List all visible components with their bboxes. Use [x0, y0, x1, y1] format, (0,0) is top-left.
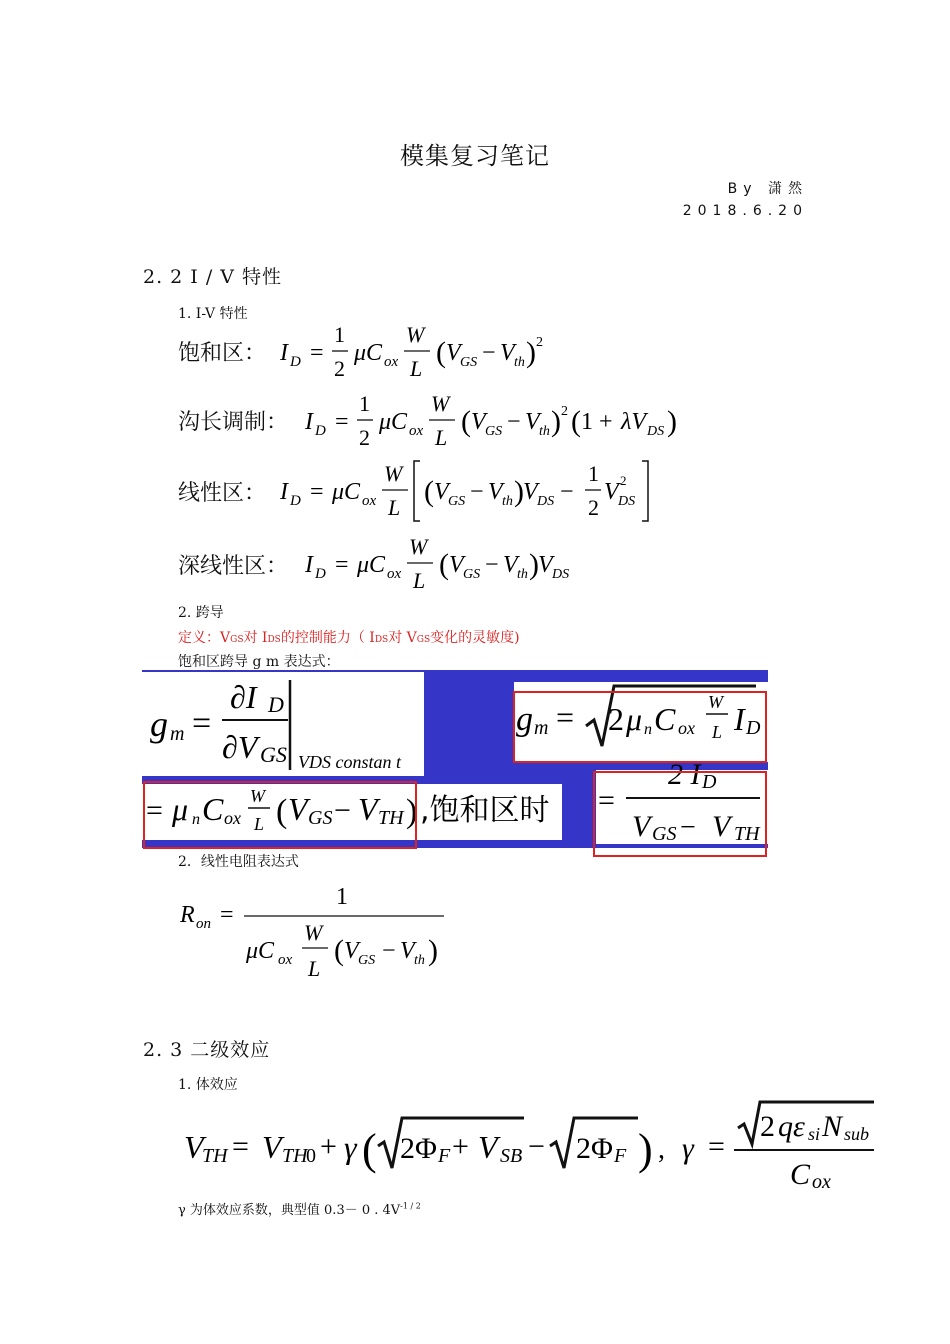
svg-text:): ) — [514, 475, 524, 508]
svg-text:ox: ox — [278, 952, 293, 968]
svg-text:2Φ: 2Φ — [576, 1132, 613, 1165]
deep-linear-label: 深线性区： — [178, 554, 289, 579]
svg-text:μC: μC — [246, 938, 275, 964]
svg-text:γ: γ — [682, 1132, 694, 1165]
svg-text:V: V — [712, 810, 731, 843]
svg-text:2: 2 — [608, 701, 624, 737]
deep-linear-formula — [303, 530, 593, 600]
svg-text:(: ( — [436, 336, 446, 369]
svg-text:=: = — [232, 1130, 249, 1163]
svg-text:L: L — [413, 568, 426, 593]
svg-text:W: W — [431, 391, 450, 416]
svg-text:D: D — [315, 566, 326, 582]
svg-text:∂I: ∂I — [230, 679, 257, 715]
subheading-transconductance: 2. 跨导 — [178, 605, 224, 621]
svg-text:GS: GS — [260, 742, 287, 767]
svg-text:L: L — [308, 956, 321, 981]
svg-text:): ) — [406, 793, 418, 830]
transconductance-definition: 定义：VGS对 IDS的控制能力（ IDS对 VGS变化的灵敏度) — [178, 630, 520, 646]
svg-text:λV: λV — [621, 409, 647, 435]
svg-text:1: 1 — [359, 391, 370, 416]
svg-text:(: ( — [461, 405, 471, 438]
svg-text:−: − — [528, 1130, 545, 1163]
svg-text:si: si — [808, 1124, 821, 1144]
svg-text:): ) — [667, 405, 677, 438]
svg-text:μ: μ — [626, 701, 643, 737]
svg-text:γ: γ — [344, 1129, 357, 1165]
svg-text:+: + — [320, 1130, 337, 1163]
svg-text:2Φ: 2Φ — [400, 1132, 437, 1165]
svg-text:−: − — [382, 938, 396, 964]
svg-text:V: V — [488, 479, 503, 505]
svg-text:2: 2 — [334, 356, 345, 381]
gm-linear-formula — [146, 786, 417, 834]
svg-text:D: D — [268, 692, 284, 717]
svg-text:=: = — [556, 699, 575, 735]
svg-text:−: − — [560, 479, 574, 505]
svg-text:=: = — [192, 705, 212, 742]
svg-text:C: C — [202, 791, 224, 827]
svg-text:qε: qε — [778, 1110, 805, 1143]
svg-text:L: L — [410, 356, 423, 381]
svg-text:DS: DS — [618, 494, 636, 509]
svg-text:L: L — [712, 722, 723, 742]
svg-text:V: V — [262, 1129, 282, 1165]
svg-text:−: − — [482, 340, 496, 366]
ron-formula — [178, 876, 458, 988]
svg-text:V: V — [525, 409, 540, 435]
gamma-note: γ 为体效应系数，典型值 0.3－ 0 . $4V^{-1 / 2}$ — [178, 1201, 421, 1218]
author-line: By 潇然 — [727, 181, 808, 197]
svg-text:μ: μ — [172, 791, 189, 827]
svg-text:,: , — [658, 1134, 665, 1165]
svg-text:V: V — [632, 810, 651, 843]
svg-text:W: W — [304, 920, 323, 945]
svg-text:2: 2 — [359, 425, 370, 450]
svg-text:=: = — [335, 552, 349, 578]
svg-text:L: L — [254, 814, 265, 834]
svg-text:=: = — [220, 902, 234, 928]
svg-text:−: − — [507, 409, 521, 435]
svg-text:V: V — [471, 409, 486, 435]
svg-text:GS: GS — [448, 494, 466, 509]
svg-text:DS: DS — [552, 567, 570, 582]
saturation-label: 饱和区： — [178, 341, 267, 366]
svg-text:V: V — [449, 552, 464, 578]
svg-text:V: V — [478, 1129, 498, 1165]
svg-text:∂V: ∂V — [222, 729, 258, 765]
svg-text:ox: ox — [812, 1171, 831, 1193]
svg-text:L: L — [388, 495, 401, 520]
subheading-body-effect: 1. 体效应 — [178, 1077, 238, 1093]
svg-text:DS: DS — [647, 424, 665, 439]
gm-expression-label: 饱和区跨导 g m 表达式： — [178, 654, 340, 670]
svg-text:ox: ox — [362, 493, 377, 509]
svg-text:th: th — [539, 424, 550, 439]
linear-label: 线性区： — [178, 481, 267, 506]
svg-text:th: th — [514, 355, 525, 370]
svg-text:=: = — [598, 784, 615, 817]
svg-text:D: D — [702, 771, 717, 793]
svg-text:V: V — [344, 938, 359, 964]
svg-text:−: − — [470, 479, 484, 505]
svg-text:W: W — [250, 786, 265, 806]
svg-text:D: D — [315, 423, 326, 439]
svg-text:(: ( — [424, 475, 434, 508]
svg-text:GS: GS — [358, 953, 376, 968]
document-title: 模集复习笔记 — [400, 142, 550, 170]
svg-text:2: 2 — [536, 335, 543, 350]
svg-text:m: m — [534, 717, 549, 739]
svg-text:ox: ox — [387, 566, 402, 582]
svg-text:=: = — [310, 340, 324, 366]
svg-text:I: I — [734, 701, 745, 737]
svg-text:=: = — [146, 794, 163, 827]
svg-text:ox: ox — [678, 718, 695, 738]
svg-text:2: 2 — [760, 1110, 775, 1143]
svg-text:W: W — [384, 461, 403, 486]
svg-text:on: on — [196, 916, 211, 932]
svg-text:μC: μC — [379, 409, 408, 435]
svg-text:TH: TH — [282, 1145, 308, 1167]
subheading-linear-resistance: 2．线性电阻表达式 — [178, 854, 299, 870]
svg-text:V: V — [446, 340, 461, 366]
svg-text:2 I: 2 I — [668, 758, 701, 791]
section-heading-second-order: 2. 3 二级效应 — [143, 1039, 271, 1061]
svg-text:I: I — [305, 552, 313, 578]
svg-text:): ) — [428, 934, 438, 967]
svg-text:2: 2 — [561, 404, 568, 419]
saturation-formula — [278, 318, 558, 388]
body-effect-formula — [182, 1098, 882, 1194]
svg-text:): ) — [551, 405, 561, 438]
svg-text:μC: μC — [354, 340, 383, 366]
svg-text:−: − — [485, 552, 499, 578]
svg-text:I: I — [280, 340, 288, 366]
svg-text:V: V — [538, 552, 553, 578]
svg-text:1: 1 — [334, 322, 345, 347]
svg-text:(: ( — [439, 548, 449, 581]
saturation-when-label: ,饱和区时 — [420, 793, 550, 828]
svg-text:TH: TH — [202, 1145, 228, 1167]
svg-text:=: = — [310, 479, 324, 505]
date-line: 2018.6.20 — [682, 203, 808, 219]
section-heading-iv: 2. 2 I / V 特性 — [143, 266, 283, 288]
clm-label: 沟长调制： — [178, 410, 289, 435]
svg-text:SB: SB — [500, 1145, 523, 1167]
svg-text:V: V — [400, 938, 415, 964]
svg-text:1: 1 — [336, 884, 348, 910]
svg-text:g: g — [150, 704, 168, 744]
svg-text:D: D — [290, 493, 301, 509]
svg-text:GS: GS — [463, 567, 481, 582]
svg-text:−: − — [334, 794, 351, 827]
svg-text:W: W — [409, 534, 428, 559]
svg-text:μC: μC — [332, 479, 361, 505]
svg-text:L: L — [435, 425, 448, 450]
gm-formula-panel — [142, 670, 770, 860]
svg-text:+: + — [452, 1130, 469, 1163]
svg-text:g: g — [516, 701, 533, 738]
svg-text:W: W — [406, 322, 425, 347]
svg-text:(: ( — [362, 1125, 377, 1174]
svg-text:th: th — [502, 494, 513, 509]
svg-text:−: − — [680, 812, 696, 843]
svg-text:D: D — [746, 717, 761, 739]
svg-text:F: F — [614, 1145, 627, 1167]
svg-text:=: = — [708, 1130, 725, 1163]
vds-constant-label: VDS constan t — [298, 752, 401, 772]
svg-text:(: ( — [571, 405, 581, 438]
svg-text:GS: GS — [308, 807, 333, 829]
svg-text:th: th — [414, 953, 425, 968]
svg-text:V: V — [500, 340, 515, 366]
svg-text:): ) — [529, 548, 539, 581]
svg-text:n: n — [644, 721, 652, 738]
svg-text:F: F — [438, 1145, 451, 1167]
svg-text:V: V — [503, 552, 518, 578]
svg-text:2: 2 — [620, 473, 627, 488]
svg-text:TH: TH — [734, 823, 760, 845]
svg-text:): ) — [526, 336, 536, 369]
svg-text:GS: GS — [485, 424, 503, 439]
svg-text:2: 2 — [588, 495, 599, 520]
svg-text:C: C — [654, 701, 676, 737]
clm-formula — [303, 387, 683, 457]
svg-text:ox: ox — [224, 808, 241, 828]
svg-text:D: D — [290, 354, 301, 370]
svg-text:1: 1 — [588, 461, 599, 486]
svg-text:GS: GS — [460, 355, 478, 370]
svg-text:=: = — [335, 409, 349, 435]
svg-text:): ) — [638, 1125, 653, 1174]
svg-text:1 +: 1 + — [581, 409, 613, 435]
svg-text:ox: ox — [384, 354, 399, 370]
svg-text:DS: DS — [537, 494, 555, 509]
svg-text:N: N — [822, 1110, 843, 1143]
svg-text:ox: ox — [409, 423, 424, 439]
svg-text:m: m — [170, 723, 185, 745]
svg-text:(: ( — [334, 934, 344, 967]
svg-text:V: V — [523, 479, 538, 505]
svg-text:V: V — [434, 479, 449, 505]
svg-text:V: V — [358, 791, 378, 827]
svg-text:I: I — [280, 479, 288, 505]
linear-formula — [278, 455, 658, 527]
svg-text:μC: μC — [357, 552, 386, 578]
svg-text:V: V — [288, 791, 308, 827]
svg-text:V: V — [604, 479, 619, 505]
svg-text:(: ( — [276, 793, 288, 830]
svg-text:th: th — [517, 567, 528, 582]
svg-text:0: 0 — [306, 1145, 316, 1167]
svg-text:W: W — [708, 692, 723, 712]
svg-text:I: I — [305, 409, 313, 435]
svg-text:GS: GS — [652, 823, 677, 845]
svg-text:R: R — [180, 902, 195, 928]
svg-text:C: C — [790, 1158, 811, 1191]
svg-text:n: n — [192, 811, 200, 828]
svg-text:sub: sub — [844, 1124, 870, 1144]
subheading-iv-characteristics: 1. I-V 特性 — [178, 306, 248, 322]
svg-text:TH: TH — [378, 807, 404, 829]
svg-text:V: V — [184, 1129, 204, 1165]
